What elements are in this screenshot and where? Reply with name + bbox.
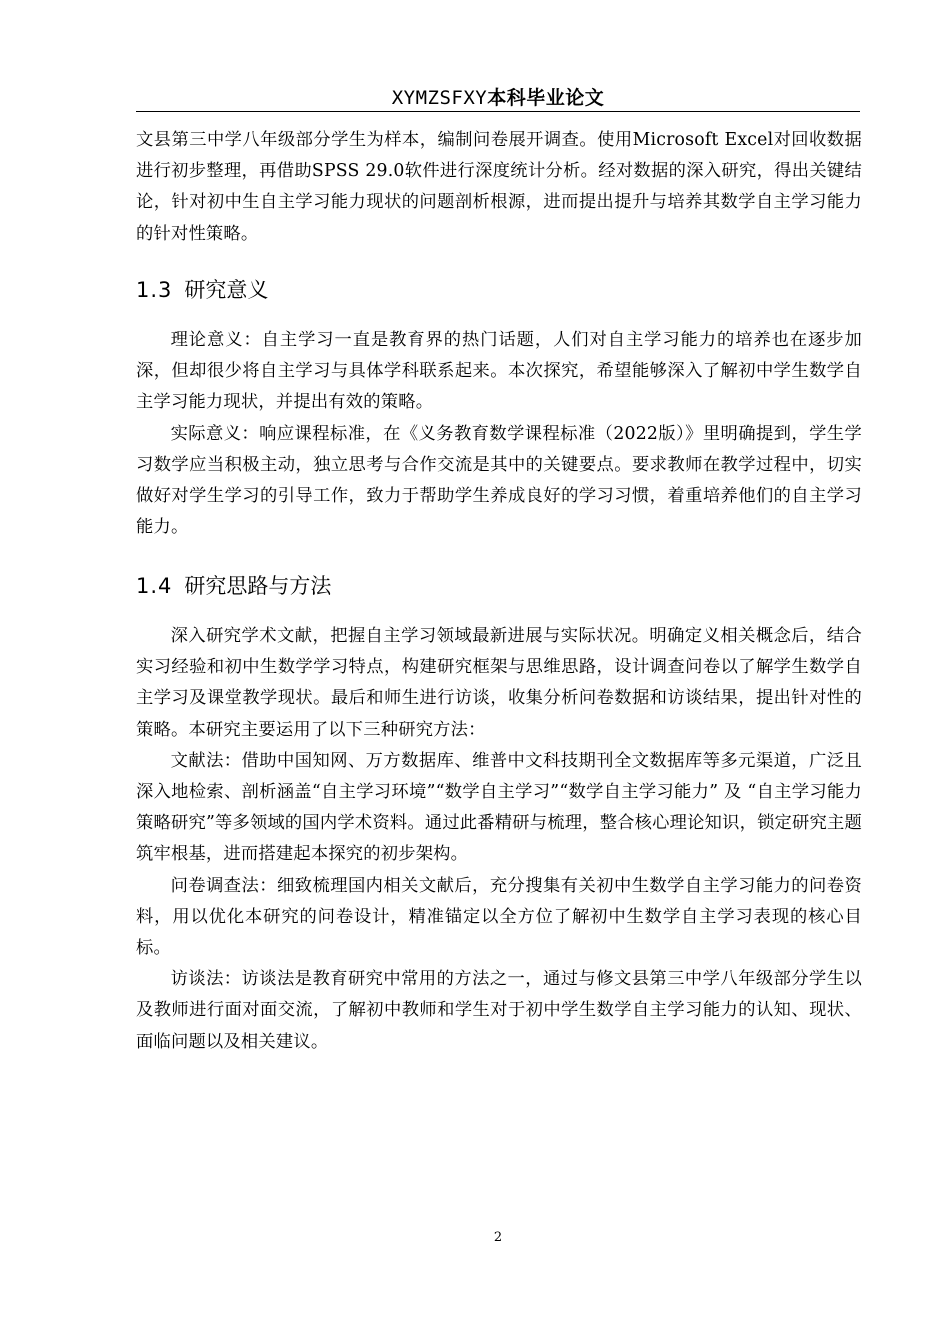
intro-paragraph: 文县第三中学八年级部分学生为样本，编制问卷展开调查。使用Microsoft Excel对回收数据进行初步整理，再借助SPSS 29.0软件进行深度统计分析。经对数据的深入研究，得出关键结论，针对初中生自主学习能力现状的问题剖析根源，进而提出提升与培养其数学自主学习能力的针对性策略。 (136, 130, 862, 244)
intro-block (136, 125, 862, 250)
section-heading-1-3 (136, 276, 268, 304)
section-1-3-body (136, 325, 862, 543)
section-number: 1.4 (136, 574, 173, 598)
theory-significance-paragraph: 理论意义：自主学习一直是教育界的热门话题，人们对自主学习能力的培养也在逐步加深，但却很少将自主学习与具体学科联系起来。本次探究，希望能够深入了解初中学生数学自主学习能力现状，并提出有效的策略。 (136, 330, 862, 413)
header-divider (136, 111, 860, 112)
page-number: 2 (493, 1230, 503, 1245)
section-title: 研究意义 (184, 278, 269, 302)
running-header (136, 86, 860, 110)
section-heading-1-4 (136, 572, 331, 600)
practical-significance-paragraph: 实际意义：响应课程标准，在《义务教育数学课程标准（2022版）》里明确提到，学生学习数学应当积极主动，独立思考与合作交流是其中的关键要点。要求教师在教学过程中，切实做好对学生学习的引导工作，致力于帮助学生养成良好的学习习惯，着重培养他们的自主学习能力。 (136, 423, 862, 538)
research-approach-paragraph: 深入研究学术文献，把握自主学习领域最新进展与实际状况。明确定义相关概念后，结合实习经验和初中生数学学习特点，构建研究框架与思维思路，设计调查问卷以了解学生数学自主学习及课堂教学现状。最后和师生进行访谈，收集分析问卷数据和访谈结果，提出针对性的策略。本研究主要运用了以下三种研究方法： (136, 626, 862, 740)
header-label: 本科毕业论文 (487, 87, 605, 109)
literature-method-paragraph: 文献法：借助中国知网、万方数据库、维普中文科技期刊全文数据库等多元渠道，广泛且深入地检索、剖析涵盖“自主学习环境”“数学自主学习”“数学自主学习能力” 及 “自主学习能力策略研究”等多领域的国内学术资料。通过此番精研与梳理，整合核心理论知识，锁定研究主题筑牢根基，进而搭建起本探究的初步架构。 (136, 750, 862, 865)
section-1-4-body (136, 621, 862, 1058)
interview-method-paragraph: 访谈法：访谈法是教育研究中常用的方法之一，通过与修文县第三中学八年级部分学生以及教师进行面对面交流，了解初中教师和学生对于初中学生数学自主学习能力的认知、现状、面临问题以及相关建议。 (136, 969, 862, 1052)
questionnaire-method-paragraph: 问卷调查法：细致梳理国内相关文献后，充分搜集有关初中生数学自主学习能力的问卷资料，用以优化本研究的问卷设计，精准锚定以全方位了解初中生数学自主学习表现的核心目标。 (136, 875, 862, 959)
header-code: XYMZSFXY (391, 87, 488, 109)
section-title: 研究思路与方法 (184, 574, 332, 598)
section-number: 1.3 (136, 278, 173, 302)
